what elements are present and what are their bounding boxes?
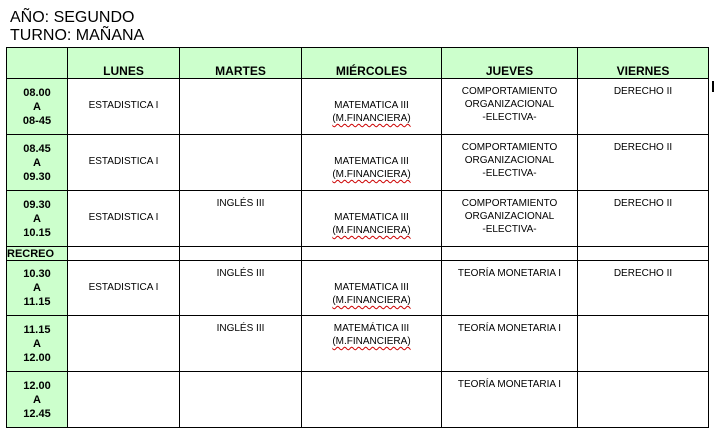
- cell-miercoles: MATEMATICA III (M.FINANCIERA): [302, 191, 442, 247]
- cell-miercoles: [302, 372, 442, 428]
- cell-viernes: DERECHO II: [578, 79, 709, 135]
- cell-viernes: DERECHO II: [578, 191, 709, 247]
- day-header-miercoles: MIÉRCOLES: [302, 48, 442, 79]
- cell-viernes: [578, 372, 709, 428]
- table-row: [7, 372, 709, 428]
- cell-miercoles: MATEMÁTICA III (M.FINANCIERA): [302, 316, 442, 372]
- time-slot: 11.15 A 12.00: [7, 316, 68, 372]
- time-slot: 08.45 A 09.30: [7, 135, 68, 191]
- break-cell: [68, 247, 180, 261]
- table-row: [7, 79, 709, 135]
- cell-lunes: [68, 372, 180, 428]
- time-slot: 09.30 A 10.15: [7, 191, 68, 247]
- cell-martes: [180, 372, 302, 428]
- time-slot: 12.00 A 12.45: [7, 372, 68, 428]
- cell-lunes: ESTADISTICA I: [68, 135, 180, 191]
- cell-jueves: TEORÍA MONETARIA I: [442, 261, 578, 316]
- cell-martes: INGLÉS III: [180, 316, 302, 372]
- cell-jueves: COMPORTAMIENTO ORGANIZACIONAL -ELECTIVA-: [442, 79, 578, 135]
- schedule-table: [6, 47, 709, 428]
- time-slot: 08.00 A 08-45: [7, 79, 68, 135]
- break-row: [7, 247, 709, 261]
- cell-miercoles: MATEMATICA III (M.FINANCIERA): [302, 135, 442, 191]
- break-cell: [302, 247, 442, 261]
- table-row: [7, 191, 709, 247]
- cell-martes: [180, 79, 302, 135]
- year-heading: AÑO: SEGUNDO: [10, 9, 135, 26]
- cell-lunes: ESTADISTICA I: [68, 79, 180, 135]
- cell-miercoles: MATEMATICA III (M.FINANCIERA): [302, 261, 442, 316]
- break-cell: [180, 247, 302, 261]
- cell-viernes: [578, 316, 709, 372]
- corner-cell: [7, 48, 68, 79]
- day-header-lunes: LUNES: [68, 48, 180, 79]
- cell-viernes: DERECHO II: [578, 135, 709, 191]
- cell-martes: INGLÉS III: [180, 261, 302, 316]
- cell-martes: INGLÉS III: [180, 191, 302, 247]
- cell-lunes: ESTADISTICA I: [68, 261, 180, 316]
- cell-martes: [180, 135, 302, 191]
- day-header-jueves: JUEVES: [442, 48, 578, 79]
- cell-jueves: TEORÍA MONETARIA I: [442, 316, 578, 372]
- cell-jueves: COMPORTAMIENTO ORGANIZACIONAL -ELECTIVA-: [442, 191, 578, 247]
- day-header-viernes: VIERNES: [578, 48, 709, 79]
- cell-lunes: [68, 316, 180, 372]
- time-slot: 10.30 A 11.15: [7, 261, 68, 316]
- cell-viernes: DERECHO II: [578, 261, 709, 316]
- cell-lunes: ESTADISTICA I: [68, 191, 180, 247]
- table-row: [7, 316, 709, 372]
- shift-heading: TURNO: MAÑANA: [10, 27, 145, 44]
- break-cell: [442, 247, 578, 261]
- header-row: [7, 48, 709, 79]
- break-cell: [578, 247, 709, 261]
- edge-mark: [712, 81, 714, 92]
- table-row: [7, 135, 709, 191]
- cell-jueves: COMPORTAMIENTO ORGANIZACIONAL -ELECTIVA-: [442, 135, 578, 191]
- cell-jueves: TEORÍA MONETARIA I: [442, 372, 578, 428]
- table-row: [7, 261, 709, 316]
- break-label: RECREO: [7, 247, 68, 261]
- day-header-martes: MARTES: [180, 48, 302, 79]
- cell-miercoles: MATEMATICA III (M.FINANCIERA): [302, 79, 442, 135]
